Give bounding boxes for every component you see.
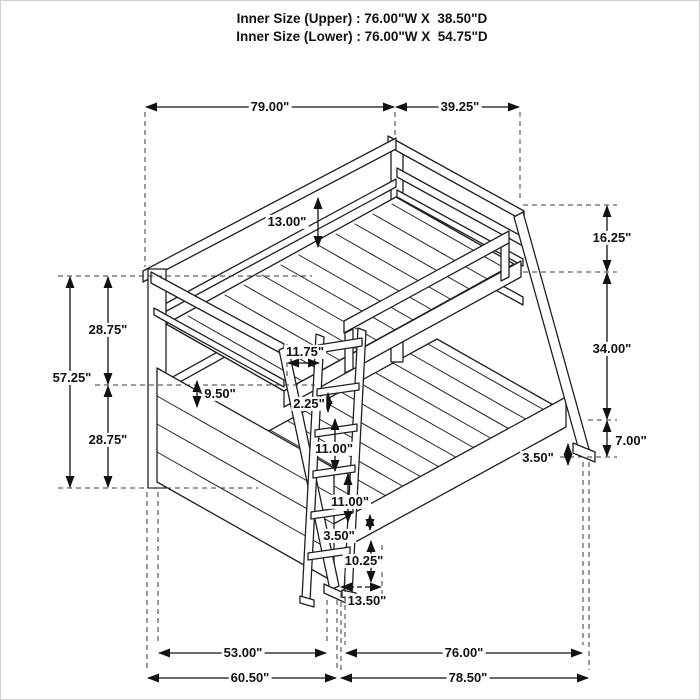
inner-size-upper-label: Inner Size (Upper) : 76.00"W X 38.50"D [236,10,488,26]
dim-label-deck-to-rail: 34.00" [592,340,632,356]
dim-label-height-upper: 28.75" [88,321,128,337]
dim-label-step-top: 2.25" [293,395,325,411]
dim-label-top-length: 79.00" [250,98,290,114]
inner-size-lower-label: Inner Size (Lower) : 76.00"W X 54.75"D [236,28,488,44]
guard-rail-left-support [345,329,353,373]
dim-label-step-bottom: 10.25" [344,552,384,568]
dim-label-headboard-height: 16.25" [592,229,632,245]
dim-label-ladder-offset: 11.75" [286,343,324,359]
dim-label-ladder-base: 13.50" [347,592,387,608]
dim-label-length-overall: 78.50" [448,669,488,685]
dim-label-top-depth: 39.25" [440,98,480,114]
dim-label-step-lower: 11.00" [331,493,369,509]
dim-label-rail-to-deck: 13.00" [267,213,307,229]
dim-label-panel-gap: 9.50" [204,385,236,401]
dim-label-clearance: 7.00" [615,432,647,448]
dim-label-depth-inner: 53.00" [223,644,263,660]
dim-label-length-inner: 76.00" [444,644,484,660]
dim-label-depth-overall: 60.50" [230,669,270,685]
dim-label-height-total: 57.25" [52,369,92,385]
dim-label-height-lower: 28.75" [88,431,128,447]
dim-label-leg-foot: 3.50" [522,449,554,465]
ladder-left-foot [300,596,314,607]
dim-label-step-small: 3.50" [323,527,355,543]
dim-label-step-upper: 11.00" [315,440,353,456]
guard-rail-right-support [501,243,509,281]
bed-structure [143,136,595,607]
